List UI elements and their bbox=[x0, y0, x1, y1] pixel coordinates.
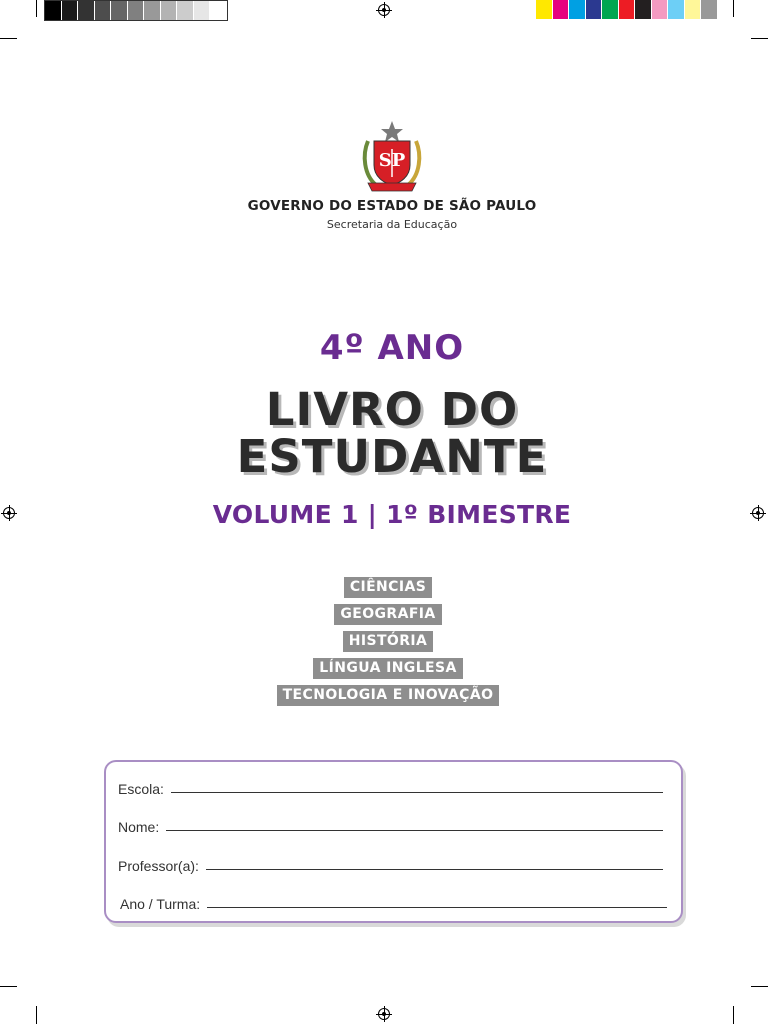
crest-lettering: SP bbox=[378, 150, 406, 171]
calibration-swatch bbox=[569, 0, 586, 19]
crop-mark bbox=[733, 0, 734, 17]
calibration-swatch bbox=[177, 1, 194, 20]
subject-tag-lingua-inglesa: LÍNGUA INGLESA bbox=[313, 658, 462, 679]
calibration-swatch bbox=[210, 1, 227, 20]
calibration-swatch bbox=[619, 0, 636, 19]
crop-mark bbox=[36, 1006, 37, 1024]
subject-tag-geografia: GEOGRAFIA bbox=[334, 604, 441, 625]
name-label: Nome: bbox=[118, 819, 160, 835]
gray-calibration-bar bbox=[44, 0, 228, 21]
school-row bbox=[118, 781, 663, 797]
calibration-swatch bbox=[111, 1, 128, 20]
student-info-form bbox=[104, 760, 683, 923]
crop-mark bbox=[751, 986, 768, 987]
calibration-swatch bbox=[128, 1, 145, 20]
secretariat-name: Secretaria da Educação bbox=[326, 218, 458, 231]
registration-mark-icon bbox=[378, 1008, 390, 1020]
calibration-swatch bbox=[194, 1, 211, 20]
book-title-line-2: ESTUDANTE bbox=[236, 430, 548, 483]
subject-tag-ciencias: CIÊNCIAS bbox=[344, 577, 432, 598]
teacher-row bbox=[118, 858, 663, 874]
calibration-swatch bbox=[95, 1, 112, 20]
calibration-swatch bbox=[685, 0, 702, 19]
calibration-swatch bbox=[701, 0, 718, 19]
calibration-swatch bbox=[45, 1, 62, 20]
school-field[interactable] bbox=[171, 791, 663, 793]
crop-mark bbox=[733, 1006, 734, 1024]
calibration-swatch bbox=[602, 0, 619, 19]
crop-mark bbox=[0, 986, 17, 987]
teacher-field[interactable] bbox=[206, 868, 663, 870]
subject-list bbox=[0, 577, 768, 712]
crop-mark bbox=[36, 0, 37, 17]
calibration-swatch bbox=[553, 0, 570, 19]
calibration-swatch bbox=[586, 0, 603, 19]
calibration-swatch bbox=[62, 1, 79, 20]
name-field[interactable] bbox=[166, 829, 663, 831]
crop-mark bbox=[751, 38, 768, 39]
year-class-row bbox=[120, 896, 667, 912]
subject-tag-tecnologia: TECNOLOGIA E INOVAÇÃO bbox=[277, 685, 500, 706]
year-class-label: Ano / Turma: bbox=[120, 896, 201, 912]
color-calibration-bar bbox=[536, 0, 718, 19]
name-row bbox=[118, 819, 663, 835]
calibration-swatch bbox=[161, 1, 178, 20]
calibration-swatch bbox=[635, 0, 652, 19]
grade-heading: 4º ANO bbox=[319, 328, 465, 368]
crop-mark bbox=[0, 38, 17, 39]
calibration-swatch bbox=[536, 0, 553, 19]
calibration-swatch bbox=[78, 1, 95, 20]
government-name: GOVERNO DO ESTADO DE SÃO PAULO bbox=[247, 198, 537, 214]
subject-tag-historia: HISTÓRIA bbox=[343, 631, 433, 652]
teacher-label: Professor(a): bbox=[118, 858, 199, 874]
registration-mark-icon bbox=[378, 4, 390, 16]
calibration-swatch bbox=[652, 0, 669, 19]
calibration-swatch bbox=[668, 0, 685, 19]
sao-paulo-crest-icon bbox=[360, 119, 424, 195]
volume-heading: VOLUME 1 | 1º BIMESTRE bbox=[212, 500, 572, 529]
school-label: Escola: bbox=[118, 781, 164, 797]
year-class-field[interactable] bbox=[207, 906, 667, 908]
book-title-line-1: LIVRO DO bbox=[265, 383, 519, 436]
calibration-swatch bbox=[144, 1, 161, 20]
